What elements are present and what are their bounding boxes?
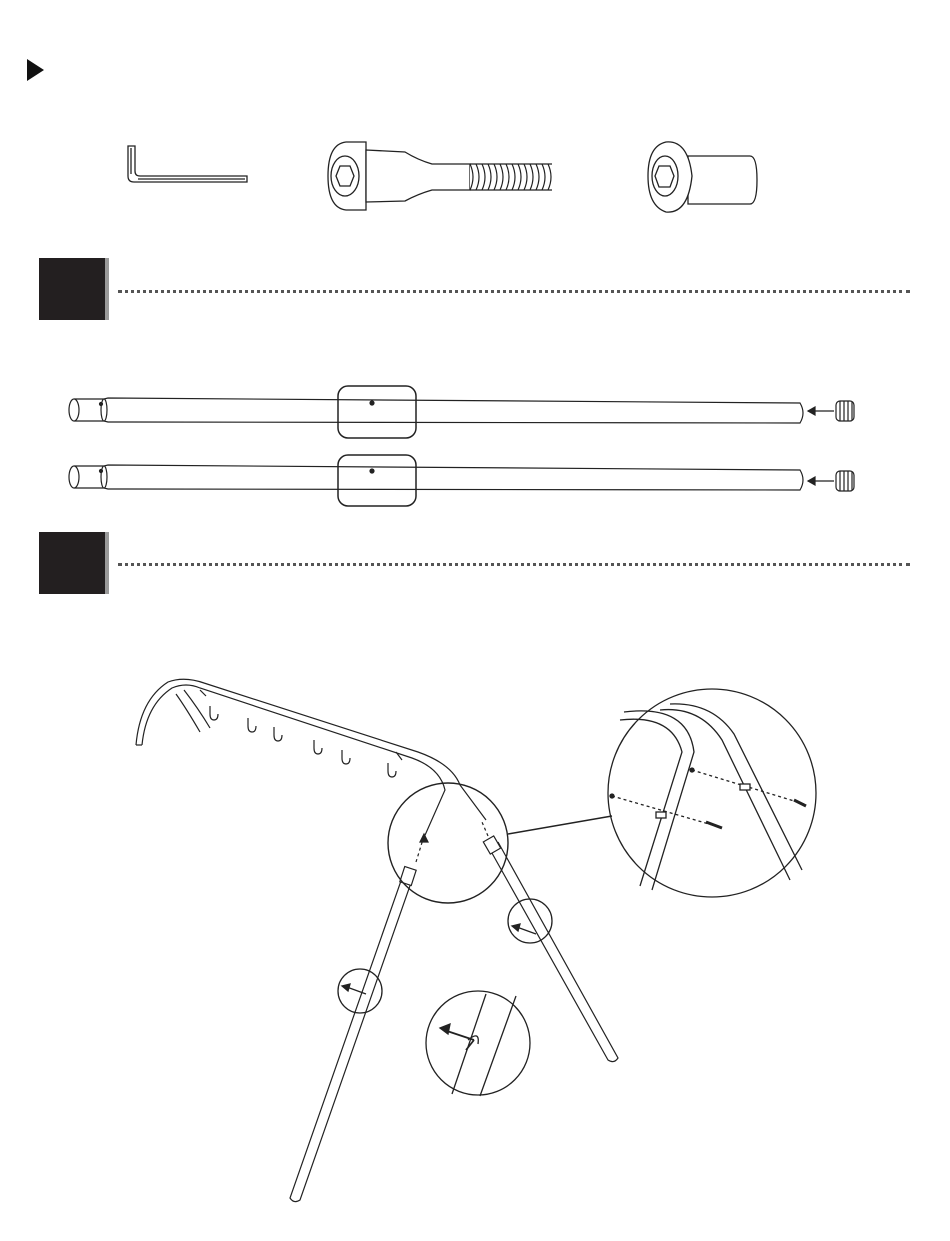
step-2-badge <box>39 532 105 594</box>
tube-2 <box>69 455 803 506</box>
right-leg <box>482 822 618 1062</box>
play-triangle-icon <box>27 59 44 81</box>
top-bar-frame <box>136 679 486 842</box>
shoulder-bolt-icon <box>328 142 552 210</box>
end-plug-2 <box>808 471 854 491</box>
hex-key-icon <box>128 146 247 182</box>
left-leg <box>290 834 428 1202</box>
barrel-nut-icon <box>648 142 757 212</box>
button-magnified-circle <box>426 991 530 1096</box>
magnified-joint-circle <box>608 689 816 897</box>
step-2-divider <box>118 563 910 566</box>
button-detail-left <box>338 969 382 1013</box>
step-1-divider <box>118 290 910 293</box>
step-1-badge <box>39 258 105 320</box>
end-plug-1 <box>808 401 854 421</box>
tube-1 <box>69 386 803 438</box>
